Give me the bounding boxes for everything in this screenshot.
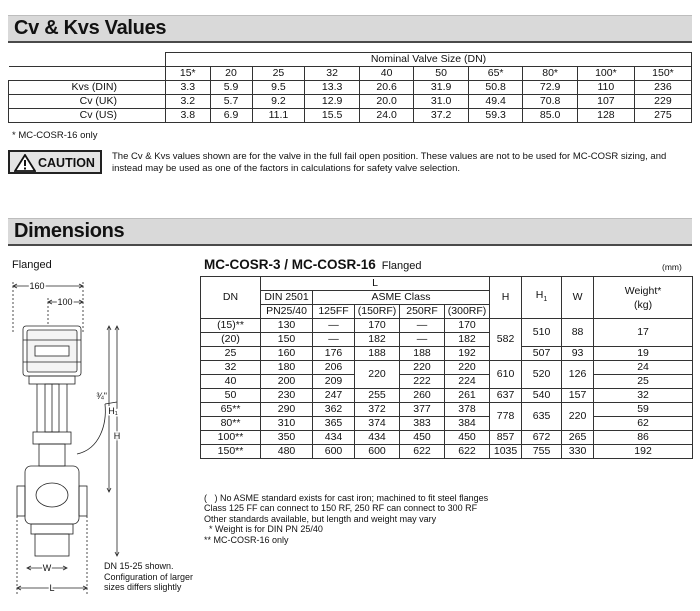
class125-header: 125FF xyxy=(313,305,355,319)
dim-wt-cell: 192 xyxy=(594,445,693,459)
dim-din-cell: 350 xyxy=(261,431,313,445)
dimensions-table xyxy=(200,276,693,459)
size-header-cell: 50 xyxy=(414,67,469,81)
dim-dn-cell: 80** xyxy=(201,417,261,431)
dim-din-cell: 150 xyxy=(261,333,313,347)
dim-c300-cell: 192 xyxy=(445,347,490,361)
size-header-cell: 20 xyxy=(210,67,252,81)
asme-header: ASME Class xyxy=(313,291,490,305)
dim-c150-cell: 374 xyxy=(355,417,400,431)
dim-h-cell: 1035 xyxy=(490,445,522,459)
dim-header-row-1 xyxy=(201,277,693,291)
dim-c250-cell: 260 xyxy=(400,389,445,403)
dim-c250-cell: — xyxy=(400,319,445,333)
dim-din-cell: 200 xyxy=(261,375,313,389)
dim-c300-cell: 170 xyxy=(445,319,490,333)
cv-value-cell: 12.9 xyxy=(305,95,360,109)
dim-h1-cell: 507 xyxy=(522,347,562,361)
size-header-cell: 40 xyxy=(359,67,414,81)
dim-data-row xyxy=(201,361,693,375)
cv-section-title: Cv & Kvs Values xyxy=(14,17,167,39)
cv-header-row xyxy=(9,53,692,67)
dim-100-label: 100 xyxy=(57,297,73,307)
dim-w-cell: 88 xyxy=(562,319,594,347)
dim-din-cell: 160 xyxy=(261,347,313,361)
weight-header: Weight* (kg) xyxy=(594,277,693,319)
dim-c250-cell: 220 xyxy=(400,361,445,375)
dim-din-cell: 130 xyxy=(261,319,313,333)
dim-l-label: L xyxy=(49,583,55,593)
dim-data-row xyxy=(201,347,693,361)
dim-c125-cell: 247 xyxy=(313,389,355,403)
dim-c125-cell: 600 xyxy=(313,445,355,459)
dim-h1-cell: 635 xyxy=(522,403,562,431)
dim-wt-cell: 32 xyxy=(594,389,693,403)
cv-data-row xyxy=(9,81,692,95)
dim-h-cell: 582 xyxy=(490,319,522,361)
dim-wt-cell: 86 xyxy=(594,431,693,445)
dim-dn-cell: 25 xyxy=(201,347,261,361)
dim-h-cell: 857 xyxy=(490,431,522,445)
cv-value-cell: 11.1 xyxy=(252,109,305,123)
drawing-flanged-label: Flanged xyxy=(12,259,52,271)
dim-w-cell: 157 xyxy=(562,389,594,403)
dim-data-row xyxy=(201,389,693,403)
cv-value-cell: 31.9 xyxy=(414,81,469,95)
dim-c150-cell: 170 xyxy=(355,319,400,333)
dim-c125-cell: — xyxy=(313,333,355,347)
dim-c150-cell: 220 xyxy=(355,361,400,389)
dim-wt-cell: 25 xyxy=(594,375,693,389)
cv-value-cell: 37.2 xyxy=(414,109,469,123)
size-header-cell: 100* xyxy=(577,67,634,81)
dim-c125-cell: 362 xyxy=(313,403,355,417)
caution-badge xyxy=(8,150,102,174)
dim-c125-cell: 206 xyxy=(313,361,355,375)
dim-dn-cell: 32 xyxy=(201,361,261,375)
dim-dn-cell: 40 xyxy=(201,375,261,389)
size-header-cell: 32 xyxy=(305,67,360,81)
dim-c125-cell: 434 xyxy=(313,431,355,445)
dim-dn-cell: 65** xyxy=(201,403,261,417)
cv-row-label: Cv (US) xyxy=(9,109,166,123)
dim-wt-cell: 19 xyxy=(594,347,693,361)
cv-value-cell: 236 xyxy=(634,81,691,95)
class250-header: 250RF xyxy=(400,305,445,319)
cv-value-cell: 15.5 xyxy=(305,109,360,123)
dim-dn-cell: 50 xyxy=(201,389,261,403)
size-header-cell: 25 xyxy=(252,67,305,81)
caution-text: The Cv & Kvs values shown are for the valve in the full fail open position. These values are not to be used for MC-COSR sizing, and instead may be used as one of the factors in calculations for safety valve selection. xyxy=(112,151,667,174)
dim-note-line: Other standards available, but length and weight may vary xyxy=(204,513,437,524)
unit-label: (mm) xyxy=(662,262,682,272)
size-header-cell: 150* xyxy=(634,67,691,81)
dim-data-row xyxy=(201,375,693,389)
dim-data-row xyxy=(201,431,693,445)
dim-c300-cell: 224 xyxy=(445,375,490,389)
dim-c300-cell: 182 xyxy=(445,333,490,347)
cv-value-cell: 5.9 xyxy=(210,81,252,95)
dim-c125-cell: 209 xyxy=(313,375,355,389)
cv-value-cell: 9.5 xyxy=(252,81,305,95)
cv-value-cell: 6.9 xyxy=(210,109,252,123)
dim-wt-cell: 24 xyxy=(594,361,693,375)
dim-c150-cell: 600 xyxy=(355,445,400,459)
cv-value-cell: 72.9 xyxy=(523,81,578,95)
cv-section-header xyxy=(8,15,692,43)
dim-h-cell: 637 xyxy=(490,389,522,403)
dim-c150-cell: 188 xyxy=(355,347,400,361)
dim-note-line: * Weight is for DIN PN 25/40 xyxy=(204,524,323,535)
class150-header: (150RF) xyxy=(355,305,400,319)
cv-data-row xyxy=(9,109,692,123)
dim-c300-cell: 622 xyxy=(445,445,490,459)
cv-value-cell: 13.3 xyxy=(305,81,360,95)
pn-header: PN25/40 xyxy=(261,305,313,319)
dim-c300-cell: 261 xyxy=(445,389,490,403)
class300-header: (300RF) xyxy=(445,305,490,319)
dimensions-table-title: MC-COSR-3 / MC-COSR-16 xyxy=(204,257,376,272)
cv-value-cell: 20.6 xyxy=(359,81,414,95)
dim-data-row xyxy=(201,319,693,333)
cv-value-cell: 70.8 xyxy=(523,95,578,109)
cv-value-cell: 49.4 xyxy=(468,95,523,109)
dim-h1-cell: 755 xyxy=(522,445,562,459)
cv-value-cell: 3.3 xyxy=(166,81,211,95)
dim-160-label: 160 xyxy=(29,281,45,291)
dim-h-cell: 610 xyxy=(490,361,522,389)
cv-size-row xyxy=(9,67,692,81)
w-header: W xyxy=(562,277,594,319)
dim-c300-cell: 384 xyxy=(445,417,490,431)
dim-c300-cell: 378 xyxy=(445,403,490,417)
size-header-cell: 15* xyxy=(166,67,211,81)
dim-din-cell: 180 xyxy=(261,361,313,375)
dim-c150-cell: 372 xyxy=(355,403,400,417)
dim-dn-cell: (20) xyxy=(201,333,261,347)
cv-value-cell: 31.0 xyxy=(414,95,469,109)
cv-value-cell: 5.7 xyxy=(210,95,252,109)
dimensions-section-header xyxy=(8,218,692,246)
dim-c250-cell: 222 xyxy=(400,375,445,389)
dim-wt-cell: 59 xyxy=(594,403,693,417)
caution-label: CAUTION xyxy=(38,156,95,170)
drawing-note: DN 15-25 shown. Configuration of larger sizes differs slightly xyxy=(104,561,194,592)
dim-h1-cell: 540 xyxy=(522,389,562,403)
dim-wt-cell: 62 xyxy=(594,417,693,431)
dim-c150-cell: 182 xyxy=(355,333,400,347)
dim-note-line: Class 125 FF can connect to 150 RF, 250 RF can connect to 300 RF xyxy=(204,503,478,514)
cv-value-cell: 3.8 xyxy=(166,109,211,123)
dim-wt-cell: 17 xyxy=(594,319,693,347)
cv-value-cell: 50.8 xyxy=(468,81,523,95)
cv-value-cell: 3.2 xyxy=(166,95,211,109)
cv-row-label: Kvs (DIN) xyxy=(9,81,166,95)
din-header: DIN 2501 xyxy=(261,291,313,305)
dim-dn-cell: 100** xyxy=(201,431,261,445)
cv-kvs-table xyxy=(8,52,692,123)
cv-value-cell: 9.2 xyxy=(252,95,305,109)
cv-value-cell: 128 xyxy=(577,109,634,123)
dim-c250-cell: 450 xyxy=(400,431,445,445)
dimensions-table-title-block xyxy=(204,256,422,274)
cv-value-cell: 85.0 xyxy=(523,109,578,123)
cv-row-label: Cv (UK) xyxy=(9,95,166,109)
dim-c125-cell: — xyxy=(313,319,355,333)
dim-c150-cell: 434 xyxy=(355,431,400,445)
dimensions-notes xyxy=(204,493,488,545)
dim-c125-cell: 365 xyxy=(313,417,355,431)
dim-w-cell: 93 xyxy=(562,347,594,361)
dimensions-section-title: Dimensions xyxy=(14,220,125,242)
dim-c150-cell: 255 xyxy=(355,389,400,403)
cv-value-cell: 20.0 xyxy=(359,95,414,109)
dn-header: DN xyxy=(201,277,261,319)
h-header: H xyxy=(490,277,522,319)
dim-h1-cell: 510 xyxy=(522,319,562,347)
dim-h1-cell: 672 xyxy=(522,431,562,445)
cv-value-cell: 229 xyxy=(634,95,691,109)
dimensions-table-subtitle: Flanged xyxy=(381,260,422,272)
dim-data-row xyxy=(201,445,693,459)
dim-data-row xyxy=(201,417,693,431)
dim-h1-cell: 520 xyxy=(522,361,562,389)
size-header-cell: 80* xyxy=(523,67,578,81)
dim-h1-label: H₁ xyxy=(108,406,118,416)
dim-c250-cell: 188 xyxy=(400,347,445,361)
warning-triangle-icon xyxy=(14,154,36,172)
dim-w-cell: 330 xyxy=(562,445,594,459)
dim-c250-cell: — xyxy=(400,333,445,347)
cv-value-cell: 59.3 xyxy=(468,109,523,123)
h1-header: $H_1$ xyxy=(522,277,562,319)
dim-din-cell: 480 xyxy=(261,445,313,459)
cv-value-cell: 107 xyxy=(577,95,634,109)
nominal-size-header: Nominal Valve Size (DN) xyxy=(166,53,692,67)
pipe-size-label: ¾" xyxy=(96,391,107,401)
dim-din-cell: 310 xyxy=(261,417,313,431)
dim-c300-cell: 220 xyxy=(445,361,490,375)
l-header: L xyxy=(261,277,490,291)
dim-dn-cell: 150** xyxy=(201,445,261,459)
dim-data-row xyxy=(201,403,693,417)
dim-note-line: ** MC-COSR-16 only xyxy=(204,534,289,545)
dim-w-cell: 265 xyxy=(562,431,594,445)
dim-w-cell: 126 xyxy=(562,361,594,389)
valve-drawing xyxy=(5,274,120,604)
dim-h-cell: 778 xyxy=(490,403,522,431)
dim-w-label: W xyxy=(42,563,52,573)
dim-dn-cell: (15)** xyxy=(201,319,261,333)
dim-c250-cell: 622 xyxy=(400,445,445,459)
dim-c300-cell: 450 xyxy=(445,431,490,445)
cv-footnote: * MC-COSR-16 only xyxy=(12,130,98,141)
dim-c125-cell: 176 xyxy=(313,347,355,361)
size-header-cell: 65* xyxy=(468,67,523,81)
dim-din-cell: 290 xyxy=(261,403,313,417)
cv-data-row xyxy=(9,95,692,109)
dim-c250-cell: 383 xyxy=(400,417,445,431)
dim-note-line: ( ) No ASME standard exists for cast iron; machined to fit steel flanges xyxy=(204,493,489,503)
cv-value-cell: 275 xyxy=(634,109,691,123)
cv-value-cell: 24.0 xyxy=(359,109,414,123)
dim-c250-cell: 377 xyxy=(400,403,445,417)
dim-din-cell: 230 xyxy=(261,389,313,403)
dim-w-cell: 220 xyxy=(562,403,594,431)
cv-value-cell: 110 xyxy=(577,81,634,95)
dim-h-label: H xyxy=(113,431,120,441)
